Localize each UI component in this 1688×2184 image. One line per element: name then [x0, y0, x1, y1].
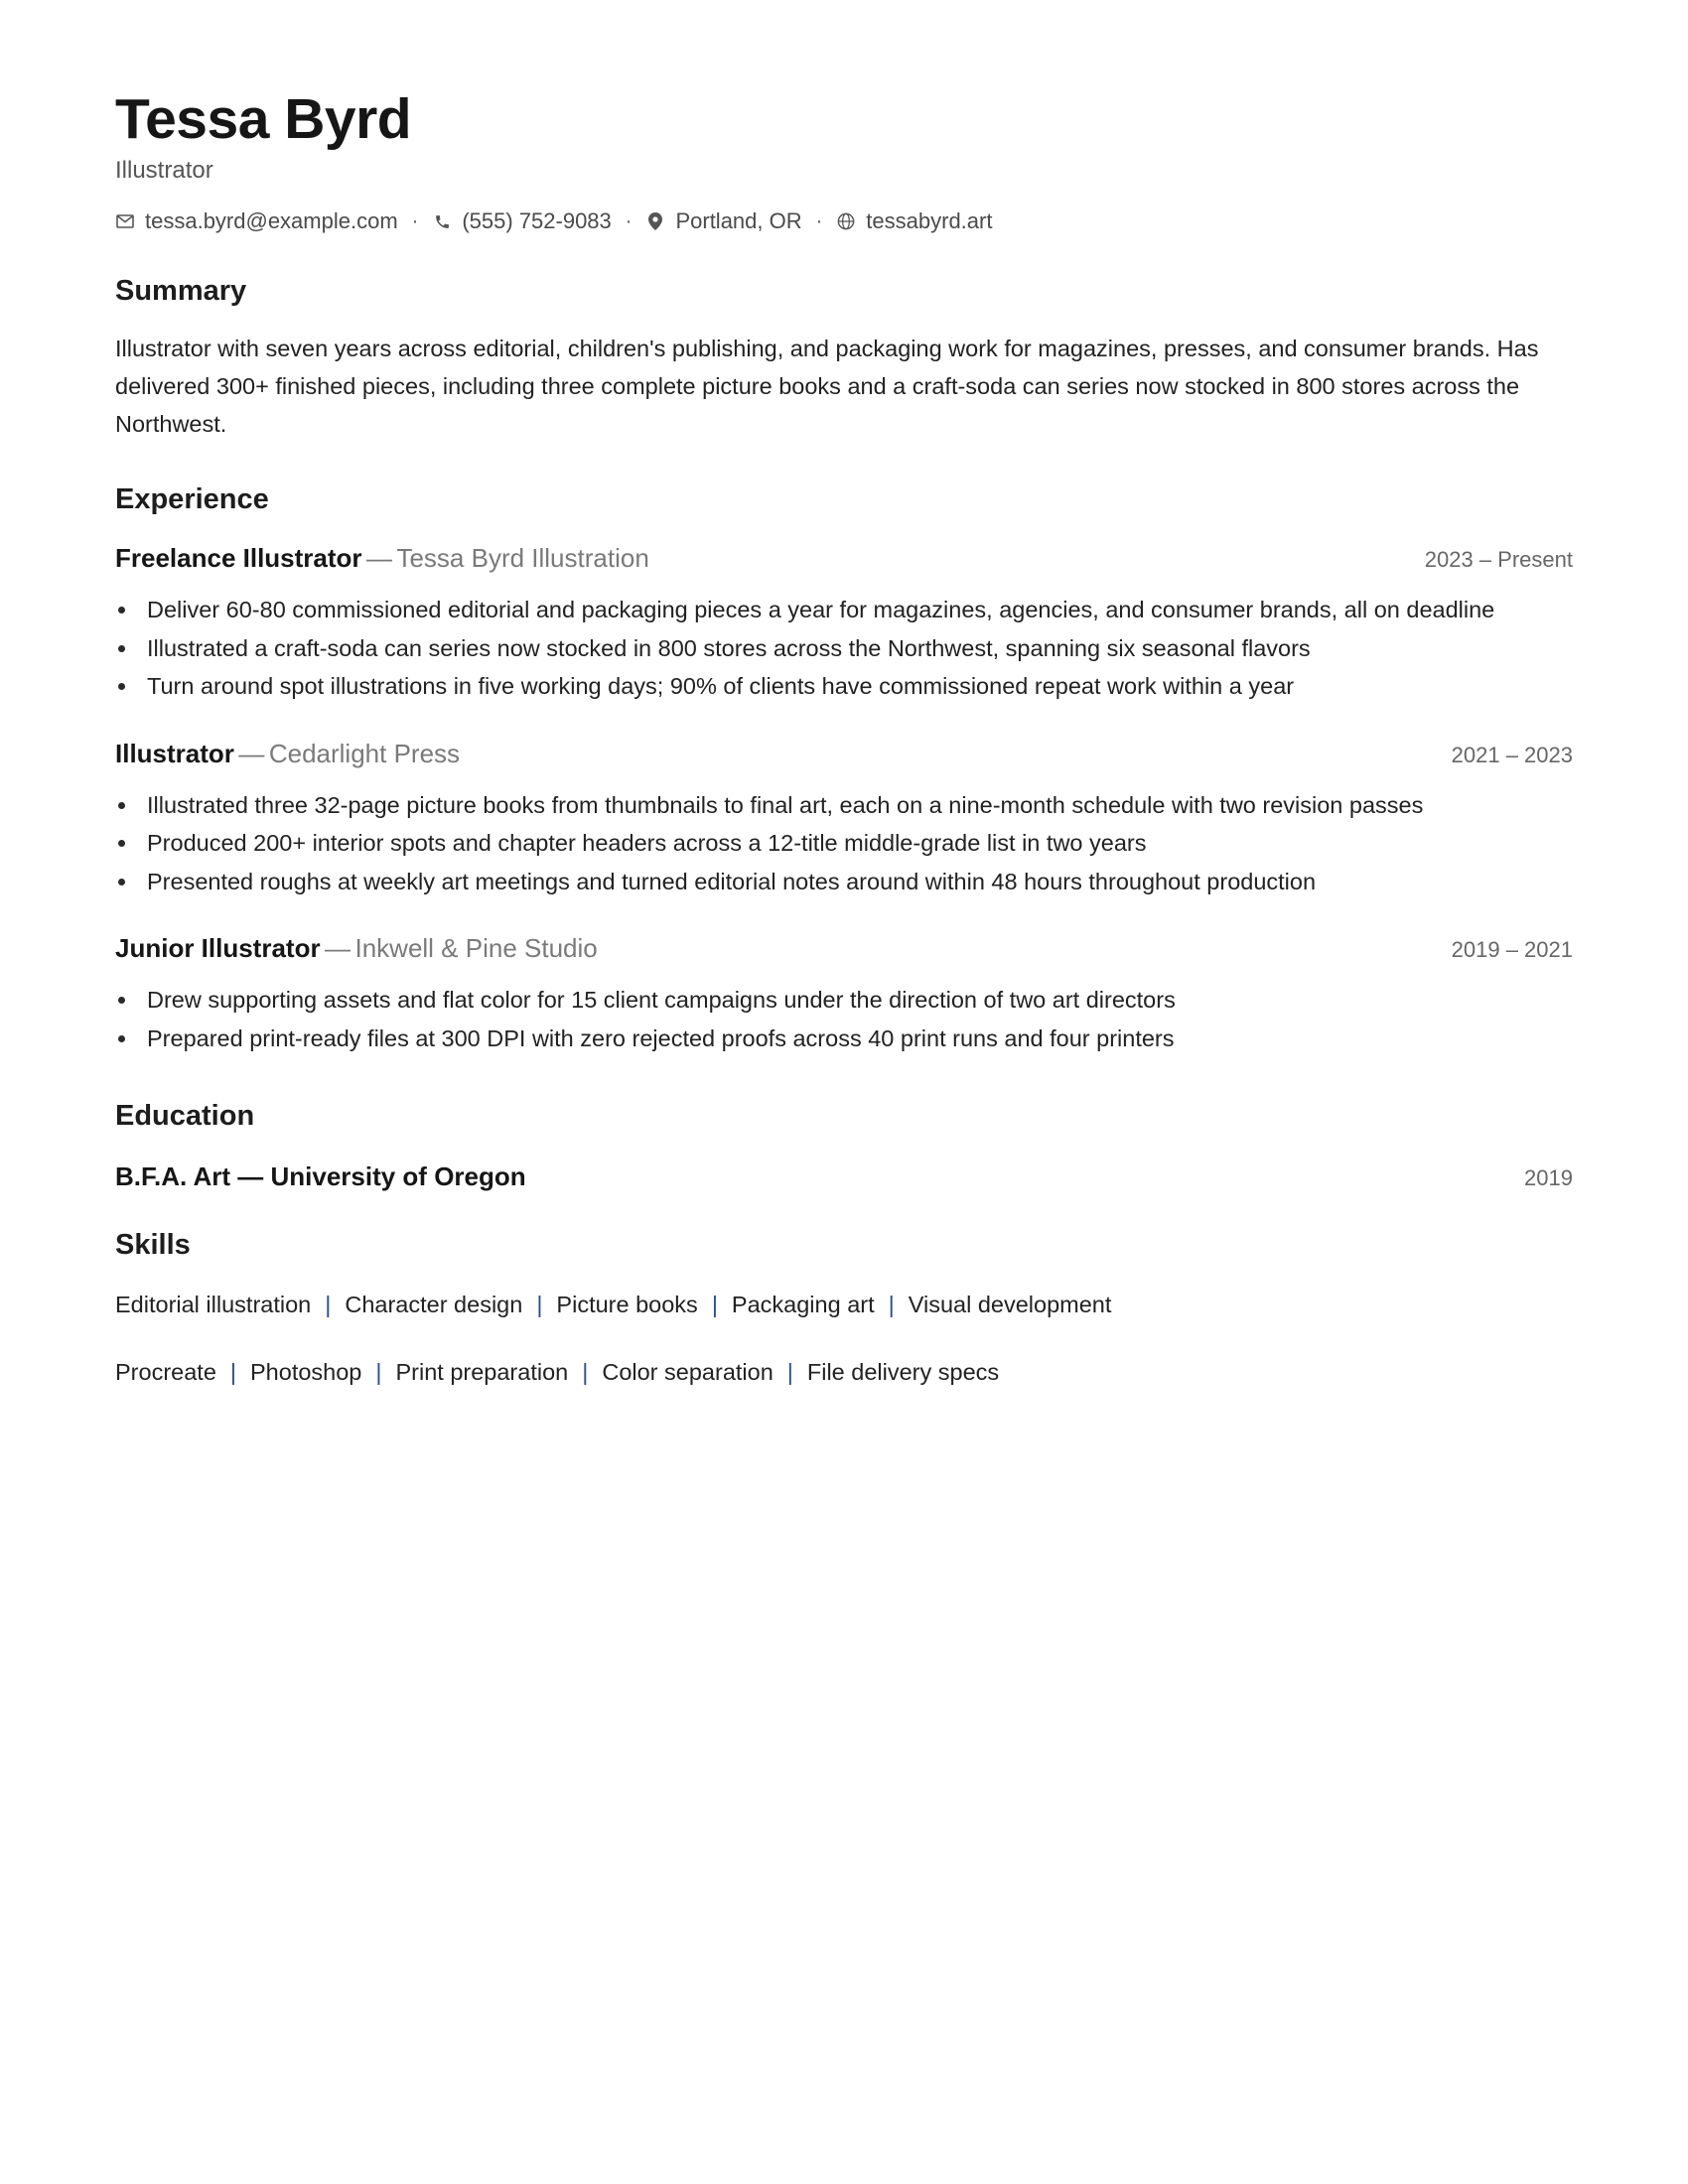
email-text: tessa.byrd@example.com	[145, 208, 398, 233]
skills-heading: Skills	[115, 1229, 191, 1261]
job-company: Inkwell & Pine Studio	[354, 933, 598, 963]
location-text: Portland, OR	[675, 208, 802, 233]
contact-separator: ·	[625, 210, 633, 232]
job-entry	[115, 540, 1573, 706]
job-dates: 2019 – 2021	[1451, 937, 1573, 962]
skill-item: Packaging art	[731, 1292, 875, 1317]
contact-website[interactable]	[836, 206, 992, 236]
job-entry	[115, 736, 1573, 901]
skill-item: Procreate	[115, 1359, 216, 1385]
phone-text: (555) 752-9083	[462, 208, 612, 233]
job-company: Cedarlight Press	[268, 738, 461, 768]
skill-item: Character design	[345, 1292, 523, 1317]
job-header	[115, 736, 1573, 776]
job-bullet: Produced 200+ interior spots and chapter headers across a 12-title middle-grade list in two years	[147, 824, 1573, 863]
job-title: Freelance Illustrator	[115, 543, 362, 573]
job-bullet: Turn around spot illustrations in five working days; 90% of clients have commissioned repeat work within a year	[147, 667, 1573, 706]
job-bullet: Drew supporting assets and flat color for 15 client campaigns under the direction of two art directors	[147, 981, 1573, 1020]
contact-phone[interactable]	[432, 206, 611, 236]
skill-divider: |	[888, 1292, 895, 1317]
resume-page	[115, 85, 1573, 1389]
job-header	[115, 930, 1573, 971]
skills-line-1	[115, 1288, 1573, 1321]
skills-line-2	[115, 1355, 1573, 1389]
summary-text: Illustrator with seven years across editorial, children's publishing, and packaging work for magazines, presses, and consumer brands. Has delivered 300+ finished pieces, including three complete picture books and a craft-soda can series now stocked in 800 stores across the Northwest.	[115, 336, 1539, 437]
job-header	[115, 540, 1573, 581]
job-dash: —	[366, 543, 392, 573]
contact-separator: ·	[411, 210, 419, 232]
job-entry	[115, 930, 1573, 1057]
contact-location	[645, 206, 801, 236]
candidate-name: Tessa Byrd	[115, 87, 412, 151]
job-dash: —	[238, 738, 265, 768]
job-title: Illustrator	[115, 738, 234, 768]
job-dash: —	[325, 933, 352, 963]
mail-icon	[115, 211, 135, 231]
skill-item: Visual development	[908, 1292, 1112, 1317]
job-bullets	[115, 981, 1573, 1057]
job-title: Junior Illustrator	[115, 933, 321, 963]
skill-item: Color separation	[602, 1359, 774, 1385]
education-year: 2019	[1524, 1165, 1573, 1190]
job-company: Tessa Byrd Illustration	[396, 543, 649, 573]
contact-bar	[115, 206, 1573, 236]
skill-item: Print preparation	[395, 1359, 569, 1385]
skill-item: Editorial illustration	[115, 1292, 312, 1317]
job-bullet: Illustrated three 32-page picture books from thumbnails to final art, each on a nine-month schedule with two revision passes	[147, 786, 1573, 825]
job-bullets	[115, 786, 1573, 901]
education-heading: Education	[115, 1100, 255, 1132]
job-bullet: Prepared print-ready files at 300 DPI with zero rejected proofs across 40 print runs and four printers	[147, 1020, 1573, 1058]
phone-icon	[432, 211, 452, 231]
job-bullets	[115, 591, 1573, 706]
contact-email[interactable]	[115, 206, 398, 236]
education-degree: B.F.A. Art — University of Oregon	[115, 1161, 526, 1191]
skill-item: File delivery specs	[806, 1359, 1000, 1385]
skill-divider: |	[229, 1359, 236, 1385]
skill-item: Picture books	[556, 1292, 698, 1317]
skill-divider: |	[375, 1359, 382, 1385]
map-pin-icon	[645, 211, 665, 231]
skill-divider: |	[711, 1292, 718, 1317]
skill-divider: |	[582, 1359, 589, 1385]
job-bullet: Presented roughs at weekly art meetings and turned editorial notes around within 48 hours throughout production	[147, 863, 1573, 901]
skill-item: Photoshop	[250, 1359, 362, 1385]
job-dates: 2023 – Present	[1424, 547, 1573, 572]
job-bullet: Illustrated a craft-soda can series now stocked in 800 stores across the Northwest, spanning six seasonal flavors	[147, 629, 1573, 668]
contact-separator: ·	[815, 210, 823, 232]
skill-divider: |	[536, 1292, 543, 1317]
globe-icon	[836, 211, 856, 231]
skill-divider: |	[786, 1359, 793, 1385]
skill-divider: |	[325, 1292, 332, 1317]
candidate-role: Illustrator	[115, 157, 213, 184]
education-entry	[115, 1159, 1573, 1196]
job-bullet: Deliver 60-80 commissioned editorial and packaging pieces a year for magazines, agencies, and consumer brands, all on deadline	[147, 591, 1573, 629]
summary-heading: Summary	[115, 275, 247, 307]
job-dates: 2021 – 2023	[1451, 742, 1573, 767]
website-text: tessabyrd.art	[866, 208, 993, 233]
experience-heading: Experience	[115, 483, 269, 515]
